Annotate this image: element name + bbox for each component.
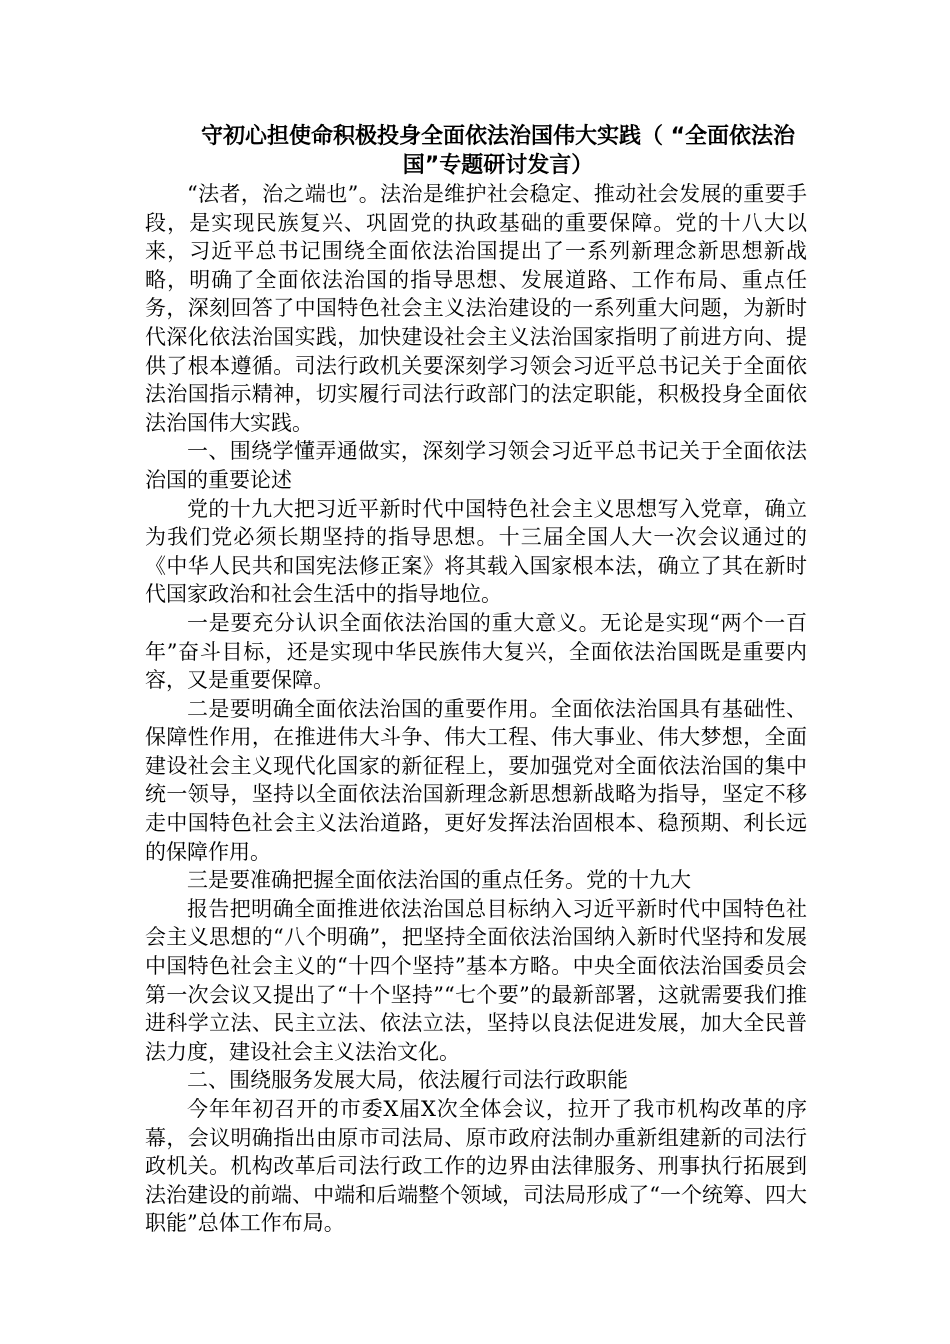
document-body (145, 180, 807, 1238)
paragraph: 今年年初召开的市委X届X次全体会议，拉开了我市机构改革的序幕，会议明确指出由原市司法局、原市政府法制办重新组建新的司法行政机关。机构改革后司法行政工作的边界由法律服务、刑事执行拓展到法治建设的前端、中端和后端整个领域，司法局形成了“一个统筹、四大职能”总体工作布局。 (145, 1097, 807, 1236)
paragraph: 党的十九大把习近平新时代中国特色社会主义思想写入党章，确立为我们党必须长期坚持的指导思想。十三届全国人大一次会议通过的《中华人民共和国宪法修正案》将其载入国家根本法，确立了其在新时代国家政治和社会生活中的指导地位。 (145, 496, 807, 607)
section-heading-1: 一、围绕学懂弄通做实，深刻学习领会习近平总书记关于全面依法治国的重要论述 (145, 439, 807, 492)
section-heading-2: 二、围绕服务发展大局，依法履行司法行政职能 (187, 1068, 628, 1093)
paragraph-intro: “法者，治之端也”。法治是维护社会稳定、推动社会发展的重要手段，是实现民族复兴、巩固党的执政基础的重要保障。党的十八大以来，习近平总书记围绕全面依法治国提出了一系列新理念新思想新战略，明确了全面依法治国的指导思想、发展道路、工作布局、重点任务，深刻回答了中国特色社会主义法治建设的一系列重大问题，为新时代深化依法治国实践，加快建设社会主义法治国家指明了前进方向、提供了根本遵循。司法行政机关要深刻学习领会习近平总书记关于全面依法治国指示精神，切实履行司法行政部门的法定职能，积极投身全面依法治国伟大实践。 (145, 182, 807, 435)
paragraph: 三是要准确把握全面依法治国的重点任务。党的十九大 (187, 868, 691, 893)
paragraph: 一是要充分认识全面依法治国的重大意义。无论是实现“两个一百年”奋斗目标，还是实现中华民族伟大复兴，全面依法治国既是重要内容，又是重要保障。 (145, 610, 807, 693)
document-title: 守初心担使命积极投身全面依法治国伟大实践（ “全面依法治国”专题研讨发言） (200, 124, 796, 178)
paragraph: 二是要明确全面依法治国的重要作用。全面依法治国具有基础性、保障性作用，在推进伟大斗争、伟大工程、伟大事业、伟大梦想，全面建设社会主义现代化国家的新征程上，要加强党对全面依法治国的集中统一领导，坚持以全面依法治国新理念新思想新战略为指导，坚定不移走中国特色社会主义法治道路，更好发挥法治固根本、稳预期、利长远的保障作用。 (145, 696, 807, 864)
paragraph: 报告把明确全面推进依法治国总目标纳入习近平新时代中国特色社会主义思想的“八个明确”，把坚持全面依法治国纳入新时代坚持和发展中国特色社会主义的“十四个坚持”基本方略。中央全面依法治国委员会第一次会议又提出了“十个坚持”“七个要”的最新部署，这就需要我们推进科学立法、民主立法、依法立法，坚持以良法促进发展，加大全民普法力度，建设社会主义法治文化。 (145, 896, 807, 1064)
